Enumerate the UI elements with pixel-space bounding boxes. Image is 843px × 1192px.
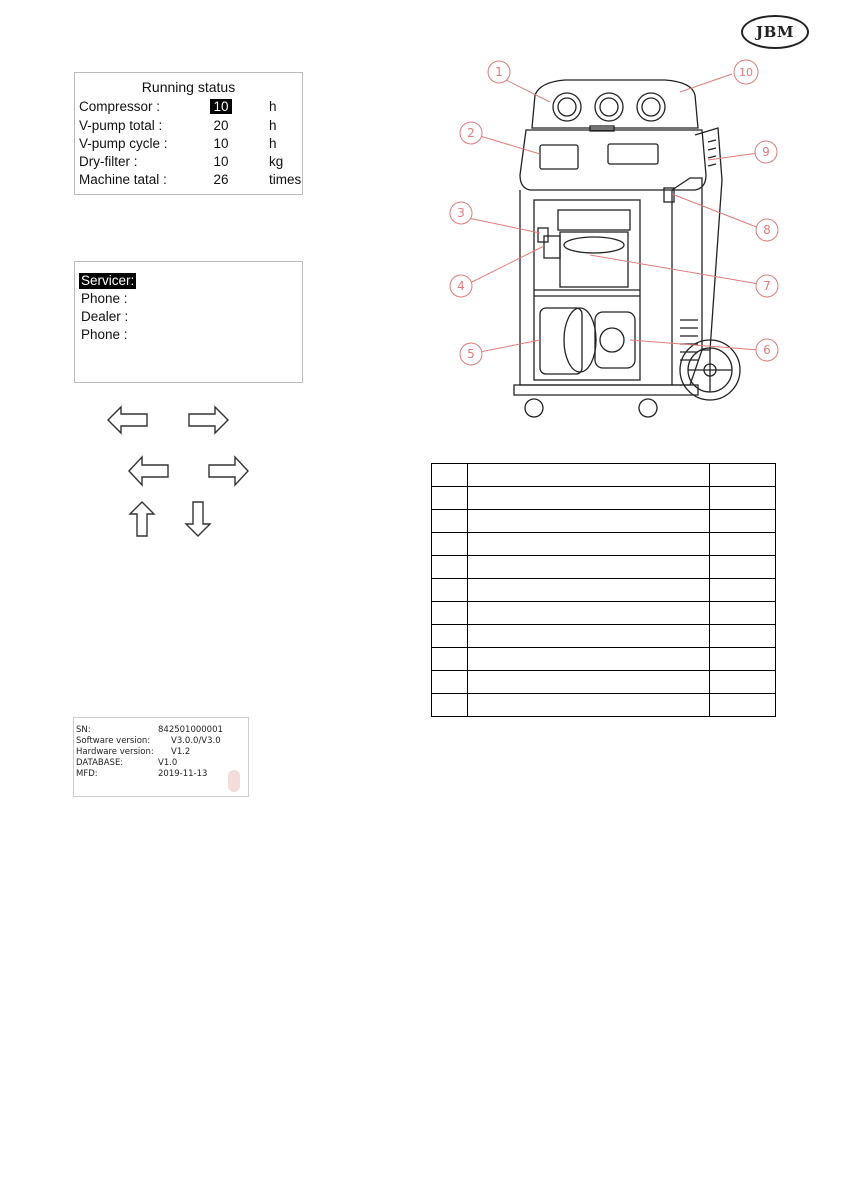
side-grille bbox=[680, 140, 716, 360]
table-cell bbox=[467, 648, 709, 671]
table-cell bbox=[432, 487, 468, 510]
status-value: 10 bbox=[213, 136, 229, 151]
status-unit: kg bbox=[269, 154, 284, 169]
info-value: V1.2 bbox=[171, 747, 191, 757]
running-status-screen bbox=[74, 72, 303, 195]
table-row bbox=[432, 464, 776, 487]
printer-slot bbox=[540, 145, 578, 169]
status-value: 10 bbox=[213, 154, 229, 169]
callout-9: 9 bbox=[762, 145, 770, 159]
status-unit: times bbox=[269, 172, 302, 187]
info-value: V1.0 bbox=[158, 758, 178, 768]
servicer-phone-label: Phone : bbox=[81, 291, 128, 306]
status-row-vpump-cycle bbox=[79, 136, 303, 154]
table-cell bbox=[432, 533, 468, 556]
table-row bbox=[432, 579, 776, 602]
status-label: V-pump cycle : bbox=[79, 136, 168, 151]
tank-top bbox=[558, 210, 630, 230]
status-unit: h bbox=[269, 136, 277, 151]
table-cell bbox=[710, 556, 776, 579]
down-arrow-icon bbox=[184, 500, 212, 538]
callout-5: 5 bbox=[467, 347, 475, 361]
table-row bbox=[432, 671, 776, 694]
front-caster-left bbox=[525, 399, 543, 417]
table-cell bbox=[467, 487, 709, 510]
table-cell bbox=[432, 556, 468, 579]
table-cell bbox=[467, 556, 709, 579]
valve-block bbox=[544, 236, 560, 258]
info-value: 842501000001 bbox=[158, 725, 223, 735]
compressor bbox=[540, 308, 582, 374]
status-label: V-pump total : bbox=[79, 118, 163, 133]
status-label: Dry-filter : bbox=[79, 154, 138, 169]
info-row-software bbox=[76, 736, 246, 747]
table-row bbox=[432, 487, 776, 510]
table-cell bbox=[710, 694, 776, 717]
table-cell bbox=[467, 694, 709, 717]
table-cell bbox=[710, 602, 776, 625]
info-row-hardware bbox=[76, 747, 246, 758]
jbm-logo bbox=[741, 15, 809, 49]
machine-diagram bbox=[440, 50, 790, 435]
table-cell bbox=[467, 602, 709, 625]
callout-7: 7 bbox=[763, 279, 771, 293]
servicer-screen bbox=[74, 261, 303, 383]
table-cell bbox=[467, 671, 709, 694]
table-cell bbox=[432, 602, 468, 625]
status-row-dry-filter bbox=[79, 154, 303, 172]
info-key: Software version: bbox=[76, 736, 151, 746]
running-status-title: Running status bbox=[141, 79, 236, 95]
servicer-field-selected[interactable]: Servicer: bbox=[81, 273, 135, 288]
status-value: 26 bbox=[213, 172, 229, 187]
status-label: Compressor : bbox=[79, 99, 161, 114]
table-cell bbox=[710, 510, 776, 533]
watermark-mark bbox=[228, 770, 240, 792]
gauge-middle bbox=[595, 93, 623, 121]
info-key: SN: bbox=[76, 725, 91, 735]
control-panel bbox=[520, 130, 706, 190]
callout-6: 6 bbox=[763, 343, 771, 357]
vacuum-pump bbox=[595, 312, 635, 368]
machine-base bbox=[514, 385, 698, 395]
callout-3: 3 bbox=[457, 206, 465, 220]
table-cell bbox=[710, 671, 776, 694]
status-row-machine-total bbox=[79, 172, 303, 190]
display-screen bbox=[608, 144, 658, 164]
info-key: Hardware version: bbox=[76, 747, 154, 757]
table-cell bbox=[432, 579, 468, 602]
info-value: V3.0.0/V3.0 bbox=[171, 736, 221, 746]
info-row-sn bbox=[76, 725, 246, 736]
table-cell bbox=[467, 464, 709, 487]
table-cell bbox=[710, 579, 776, 602]
callout-8: 8 bbox=[763, 223, 771, 237]
front-caster-right bbox=[639, 399, 657, 417]
info-key: MFD: bbox=[76, 769, 98, 779]
table-row bbox=[432, 694, 776, 717]
status-value-selected[interactable]: 10 bbox=[210, 99, 232, 114]
left-arrow-icon-1 bbox=[106, 404, 150, 436]
logo-text: JBM bbox=[756, 23, 794, 41]
table-cell bbox=[432, 671, 468, 694]
info-key: DATABASE: bbox=[76, 758, 124, 768]
table-cell bbox=[432, 510, 468, 533]
table-cell bbox=[710, 648, 776, 671]
table-cell bbox=[432, 625, 468, 648]
status-row-vpump-total bbox=[79, 118, 303, 136]
table-cell bbox=[710, 533, 776, 556]
status-value: 20 bbox=[213, 118, 229, 133]
machine-head-panel bbox=[532, 80, 698, 128]
table-cell bbox=[432, 694, 468, 717]
callout-10: 10 bbox=[739, 66, 753, 79]
table-cell bbox=[710, 487, 776, 510]
status-unit: h bbox=[269, 99, 277, 114]
table-cell bbox=[710, 464, 776, 487]
info-value: 2019-11-13 bbox=[158, 769, 208, 779]
table-cell bbox=[467, 579, 709, 602]
dealer-phone-label: Phone : bbox=[81, 327, 128, 342]
table-cell bbox=[467, 510, 709, 533]
table-cell bbox=[710, 625, 776, 648]
device-info-screen bbox=[73, 717, 249, 797]
table-cell bbox=[432, 648, 468, 671]
table-cell bbox=[467, 625, 709, 648]
table-row bbox=[432, 533, 776, 556]
right-arrow-icon-2 bbox=[206, 454, 250, 488]
status-unit: h bbox=[269, 118, 277, 133]
table-row bbox=[432, 510, 776, 533]
parts-table bbox=[431, 463, 776, 717]
right-arrow-icon-1 bbox=[186, 404, 230, 436]
gauge-left bbox=[553, 93, 581, 121]
table-row bbox=[432, 648, 776, 671]
info-row-database bbox=[76, 758, 246, 769]
dealer-label: Dealer : bbox=[81, 309, 129, 324]
table-cell bbox=[467, 533, 709, 556]
left-arrow-icon-2 bbox=[127, 454, 171, 488]
table-row bbox=[432, 556, 776, 579]
info-row-mfd bbox=[76, 769, 246, 780]
status-row-compressor bbox=[79, 99, 303, 117]
table-row bbox=[432, 625, 776, 648]
table-row bbox=[432, 602, 776, 625]
callout-1: 1 bbox=[495, 65, 503, 79]
gauge-right bbox=[637, 93, 665, 121]
callout-4: 4 bbox=[457, 279, 465, 293]
up-arrow-icon bbox=[128, 500, 156, 538]
status-label: Machine tatal : bbox=[79, 172, 167, 187]
callout-2: 2 bbox=[467, 126, 475, 140]
table-cell bbox=[432, 464, 468, 487]
